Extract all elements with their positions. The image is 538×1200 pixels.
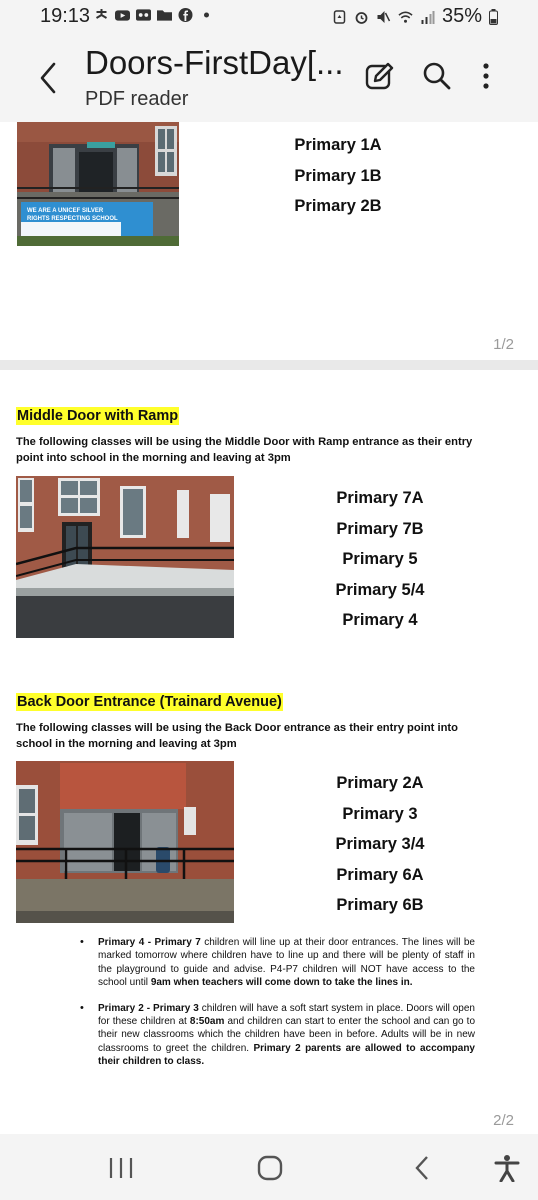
arrow-left-icon[interactable] [34,60,64,96]
pdf-page-2 [0,370,538,1134]
recents-icon[interactable] [106,1154,136,1182]
class-item: Primary 7A [336,489,424,507]
search-icon[interactable] [422,61,452,91]
bold-text: Primary 2 - Primary 3 [98,1002,199,1014]
folder-icon [157,8,172,22]
wifi-icon [398,10,413,24]
battery-icon [489,9,498,25]
middle-door-class-list [320,483,440,636]
page-indicator: 1/2 [493,336,514,353]
fan-icon [94,8,109,22]
voicemail-icon [136,8,151,22]
middle-door-description: The following classes will be using the Middle Door with Ramp entrance as their entry point into school in the morning and leaving at 3pm [16,436,473,464]
class-item: Primary 5/4 [335,580,425,599]
middle-door-heading: Middle Door with Ramp [17,408,179,424]
bold-text: 8:50am [189,1016,225,1028]
page1-class-list [278,130,398,222]
list-item [80,1002,475,1069]
banner-line1: WE ARE A UNICEF SILVER [27,208,104,214]
body-text: children will have a soft start system in place. Doors will open for these children at [98,1002,475,1028]
accessibility-icon[interactable] [492,1154,522,1182]
back-door-heading: Back Door Entrance (Trainard Avenue) [17,694,282,710]
bold-text: 9am when teachers will come down to take the lines in. [150,977,413,989]
back-door-photo [16,761,234,923]
signal-icon [420,10,435,24]
bold-text: Primary 2 parents are allowed to accompany their children to class. [98,1042,475,1068]
status-bar [0,0,538,32]
class-item: Primary 3 [342,804,418,823]
class-item: Primary 6A [336,865,424,884]
pdf-page-1 [0,122,538,360]
class-item: Primary 2B [294,197,382,215]
page-indicator: 2/2 [493,1112,514,1129]
body-text: children will line up at their door entrances. The lines will be marked tomorrow where children have to line up and there will be plenty of staff in the playground to guide and advise. P4-P7 children will NOT have access to the school until [98,937,475,989]
pencil-icon[interactable] [364,61,394,91]
document-title: Doors-FirstDay[... [85,44,344,81]
back-door-description: The following classes will be using the Back Door entrance as their entry point into school in the morning and leaving at 3pm [16,722,458,750]
class-item: Primary 1A [294,136,382,154]
navigation-bar [0,1134,538,1200]
pdf-viewport[interactable] [0,122,538,1134]
mute-icon [376,10,391,24]
bold-text: Primary 4 - Primary 7 [98,937,201,948]
class-item: Primary 3/4 [335,835,425,853]
recycle-icon [332,10,347,24]
facebook-icon [178,8,193,22]
home-icon[interactable] [255,1154,285,1182]
middle-door-photo [16,476,234,638]
more-vertical-icon[interactable] [476,61,496,91]
class-item: Primary 6B [336,896,424,914]
dot-icon [199,8,214,22]
front-door-photo [17,122,179,246]
app-subtitle: PDF reader [85,88,189,110]
class-item: Primary 7B [336,519,424,538]
battery-percent: 35% [441,5,482,27]
list-item [80,936,475,990]
class-item: Primary 4 [342,611,418,629]
chevron-left-icon[interactable] [408,1154,438,1182]
class-item: Primary 2A [336,774,424,792]
instructions-list [80,936,475,1081]
alarm-icon [354,10,369,24]
app-bar [0,32,538,122]
banner-line2: RIGHTS RESPECTING SCHOOL [27,216,118,222]
status-time: 19:13 [40,5,91,27]
body-text: and children can start to enter the school and can go to their new classrooms which the children have been in before. Adults will be in new classrooms to greet the children. [98,1016,476,1054]
class-item: Primary 5 [342,550,418,568]
back-door-classes [320,768,440,921]
class-item: Primary 1B [294,166,382,185]
youtube-icon [115,8,130,22]
